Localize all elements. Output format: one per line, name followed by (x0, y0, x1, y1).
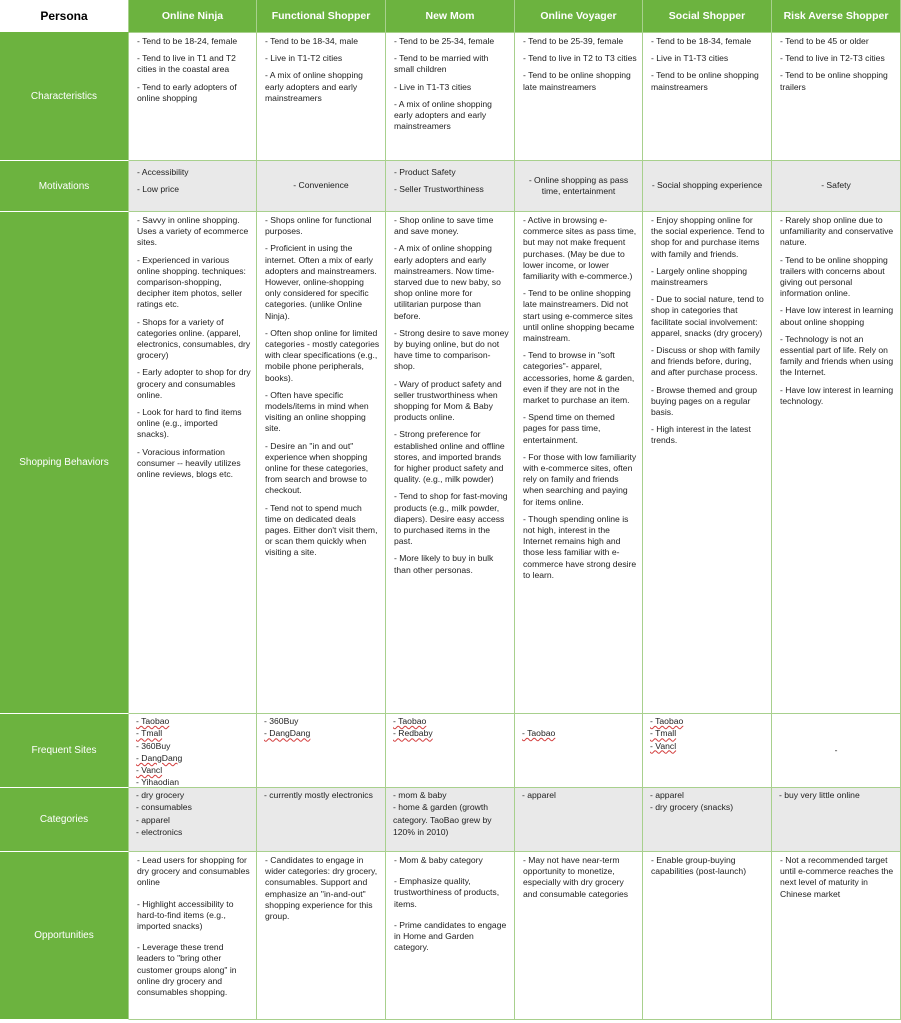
motivations-social-shopper: - Social shopping experience (643, 161, 772, 212)
site-item: - Taobao (522, 728, 556, 738)
site-item: - Vancl (650, 740, 677, 751)
sites-online-ninja (129, 714, 257, 788)
sites-risk-averse: - (772, 714, 901, 788)
motivations-functional-shopper: - Convenience (257, 161, 386, 212)
row-label-categories: Categories (0, 788, 129, 852)
sites-social-shopper (643, 714, 772, 788)
opportunities-functional-shopper: - Candidates to engage in wider categories: dry grocery, consumables. Support and emphasize an "in-and-out" shopping experience for this group. (257, 852, 386, 1020)
opportunities-new-mom: - Mom & baby category - Emphasize quality, trustworthiness of products, items. - Prime candidates to engage in Home and Garden category. (386, 852, 515, 1020)
site-item: - 360Buy (264, 716, 299, 726)
header-functional-shopper: Functional Shopper (257, 0, 386, 33)
characteristics-online-ninja: - Tend to be 18-24, female - Tend to live in T1 and T2 cities in the coastal area - Tend to early adopters of online shopping (129, 33, 257, 161)
behaviors-online-voyager: - Active in browsing e-commerce sites as pass time, but may not make frequent purchases. (May be due to lower income, or lower familiarity with e-commerce.) - Tend to be online shopping late mainstreamers. Did not start using e-commerce sites until online shopping became mainstream. - Tend to browse in "soft categories"- apparel, accessories, home & garden, even if they are not in the market to purchase an item. - Spend time on themed pages for pass time, entertainment. - For those with low familiarity with e-commerce sites, often rely on family and friends when searching and paying for items online. - Though spending online is not high, interest in the Internet remains high and those less familiar with e-commerce have strong desire to learn. (515, 212, 643, 714)
motivations-online-voyager: - Online shopping as pass time, entertainment (515, 161, 643, 212)
characteristics-online-voyager: - Tend to be 25-39, female - Tend to live in T2 to T3 cities - Tend to be online shopping late mainstreamers (515, 33, 643, 161)
categories-risk-averse: - buy very little online (772, 788, 901, 852)
header-social-shopper: Social Shopper (643, 0, 772, 33)
behaviors-new-mom: - Shop online to save time and save money. - A mix of online shopping early adopters and early mainstreamers. Now time-starved due to new baby, so shop online more for utilitarian purpose than before. - Strong desire to save money by buying online, but do not have time to comparison-shop. - Wary of product safety and seller trustworthiness when shopping for Mom & Baby products online. - Strong preference for established online and offline stores, and imported brands for higher product safety and quality. (e.g., milk powder) - Tend to shop for fast-moving products (e.g., milk powder, diapers). Desire easy access to purchased items in the past. - More likely to buy in bulk than other personas. (386, 212, 515, 714)
opportunities-online-voyager: - May not have near-term opportunity to monetize, especially with dry grocery and consumable categories (515, 852, 643, 1020)
characteristics-functional-shopper: - Tend to be 18-34, male - Live in T1-T2 cities - A mix of online shopping early adopters and early mainstreamers (257, 33, 386, 161)
site-item: - Tmall (136, 728, 163, 739)
header-online-voyager: Online Voyager (515, 0, 643, 33)
sites-online-voyager (515, 714, 643, 788)
opportunities-social-shopper: - Enable group-buying capabilities (post-launch) (643, 852, 772, 1020)
site-item: - Taobao (650, 716, 684, 726)
behaviors-risk-averse: - Rarely shop online due to unfamiliarity and conservative nature. - Tend to be online shopping trailers with concerns about giving out personal information online. - Have low interest in learning about online shopping - Technology is not an essential part of life. Rely on family and friends when using the Internet. - Have low interest in learning technology. (772, 212, 901, 714)
header-risk-averse-shopper: Risk Averse Shopper (772, 0, 901, 33)
motivations-new-mom: - Product Safety - Seller Trustworthiness (386, 161, 515, 212)
characteristics-social-shopper: - Tend to be 18-34, female - Live in T1-T3 cities - Tend to be online shopping mainstreamers (643, 33, 772, 161)
categories-online-voyager: - apparel (515, 788, 643, 852)
row-label-shopping-behaviors: Shopping Behaviors (0, 212, 129, 714)
behaviors-social-shopper: - Enjoy shopping online for the social experience. Tend to shop for and purchase items with family and friends. - Largely online shopping mainstreamers - Due to social nature, tend to shop in categories that facilitate social involvement: apparel, snacks (dry grocery) - Discuss or shop with family and friends before, during, and after purchase process. - Browse themed and group buying pages on a regular basis. - High interest in the latest trends. (643, 212, 772, 714)
site-item: - Tmall (650, 728, 677, 739)
characteristics-risk-averse: - Tend to be 45 or older - Tend to live in T2-T3 cities - Tend to be online shopping trailers (772, 33, 901, 161)
site-item: - Taobao (136, 716, 170, 726)
site-item: - 360Buy (136, 740, 171, 751)
site-item: - Yihaodian (136, 777, 180, 788)
site-item: - Redbaby (393, 728, 433, 739)
site-item: - DangDang (136, 752, 183, 763)
site-item: - Vancl (136, 765, 163, 776)
categories-new-mom: - mom & baby - home & garden (growth category. TaoBao grew by 120% in 2010) (386, 788, 515, 852)
categories-functional-shopper: - currently mostly electronics (257, 788, 386, 852)
row-label-frequent-sites: Frequent Sites (0, 714, 129, 788)
opportunities-online-ninja: - Lead users for shopping for dry grocery and consumables online - Highlight accessibility to hard-to-find items (e.g., imported snacks) - Leverage these trend leaders to "bring other customer groups along" in online dry grocery and consumables shopping. (129, 852, 257, 1020)
behaviors-functional-shopper: - Shops online for functional purposes. - Proficient in using the internet. Often a mix of early adopters and mainstreamers. However, online-shopping only considered for specific categories. (unlike Online Ninja). - Often shop online for limited categories - mostly categories with clear specifications (e.g., mobile phone peripherals, books). - Often have specific models/items in mind when visiting an online shopping site. - Desire an "in and out" experience when shopping online for these categories, from search and browse to checkout. - Tend not to spend much time on dedicated deals pages. Either don't visit them, or scan them quickly when visiting a site. (257, 212, 386, 714)
site-item: - Taobao (393, 716, 427, 726)
site-item: - DangDang (264, 728, 311, 739)
row-label-opportunities: Opportunities (0, 852, 129, 1020)
characteristics-new-mom: - Tend to be 25-34, female - Tend to be married with small children - Live in T1-T3 cities - A mix of online shopping early adopters and early mainstreamers (386, 33, 515, 161)
categories-online-ninja: - dry grocery - consumables - apparel - electronics (129, 788, 257, 852)
sites-functional-shopper (257, 714, 386, 788)
opportunities-risk-averse: - Not a recommended target until e-commerce reaches the next level of maturity in Chinese market (772, 852, 901, 1020)
categories-social-shopper: - apparel - dry grocery (snacks) (643, 788, 772, 852)
header-new-mom: New Mom (386, 0, 515, 33)
header-online-ninja: Online Ninja (129, 0, 257, 33)
motivations-risk-averse: - Safety (772, 161, 901, 212)
behaviors-online-ninja: - Savvy in online shopping. Uses a variety of ecommerce sites. - Experienced in various online shopping. techniques: comparison-shopping, decipher item photos, seller ratings etc. - Shops for a variety of categories online. (apparel, electronics, consumables, dry grocery) - Early adopter to shop for dry grocery and consumables online. - Look for hard to find items online (e.g., imported snacks). - Voracious information consumer -- heavily utilizes online reviews, blogs etc. (129, 212, 257, 714)
row-label-characteristics: Characteristics (0, 33, 129, 161)
motivations-online-ninja: - Accessibility - Low price (129, 161, 257, 212)
row-label-motivations: Motivations (0, 161, 129, 212)
sites-new-mom (386, 714, 515, 788)
header-persona: Persona (0, 0, 129, 33)
